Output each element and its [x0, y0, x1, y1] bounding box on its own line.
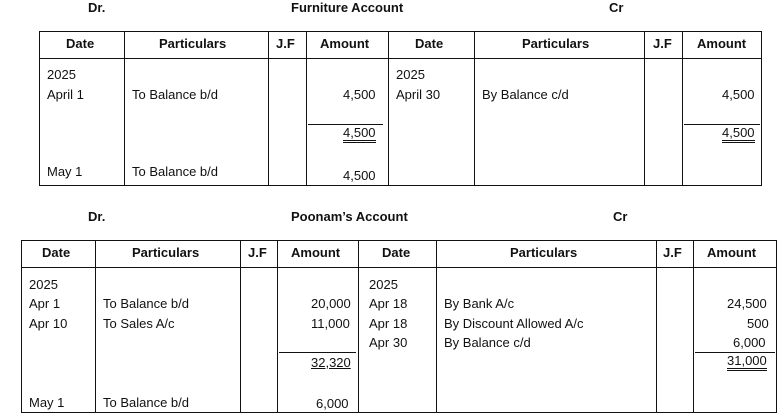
credit-particulars: By Bank A/c [444, 296, 515, 311]
header-amount: Amount [320, 36, 370, 51]
balance-bd-particulars: To Balance b/d [103, 395, 190, 410]
debit-amount: 11,000 [311, 316, 350, 331]
header-amount-credit: Amount [707, 245, 757, 260]
debit-date: Apr 1 [29, 296, 61, 311]
account-title: Poonam’s Account [291, 209, 408, 224]
debit-amount: 4,500 [343, 87, 376, 102]
balance-bd-date: May 1 [29, 395, 65, 410]
header-date-credit: Date [415, 36, 444, 51]
balance-bd-particulars: To Balance b/d [132, 164, 219, 179]
credit-amount: 6,000 [733, 335, 766, 350]
cr-label: Cr [613, 209, 628, 224]
dr-label: Dr. [88, 0, 106, 15]
header-date: Date [42, 245, 71, 260]
credit-particulars: By Balance c/d [482, 87, 569, 102]
total-rule [279, 352, 356, 353]
balance-bd-date: May 1 [47, 164, 83, 179]
credit-year: 2025 [369, 277, 398, 292]
credit-total: 31,000 [727, 354, 767, 371]
balance-bd-amount: 4,500 [343, 168, 376, 183]
credit-particulars: By Balance c/d [444, 335, 531, 350]
header-amount: Amount [291, 245, 341, 260]
debit-year: 2025 [29, 277, 58, 292]
credit-date: Apr 18 [369, 296, 408, 311]
credit-date: April 30 [396, 87, 441, 102]
header-jf-credit: J.F [663, 245, 682, 260]
account-title: Furniture Account [291, 0, 404, 15]
balance-bd-amount: 6,000 [316, 396, 349, 411]
debit-date: April 1 [47, 87, 84, 102]
header-date-credit: Date [382, 245, 411, 260]
dr-label: Dr. [88, 209, 106, 224]
credit-amount: 24,500 [727, 296, 767, 311]
credit-particulars: By Discount Allowed A/c [444, 316, 584, 331]
debit-amount: 20,000 [311, 296, 351, 311]
credit-date: Apr 30 [369, 335, 408, 350]
credit-amount: 500 [747, 316, 769, 331]
debit-particulars: To Balance b/d [132, 87, 219, 102]
header-particulars-credit: Particulars [522, 36, 590, 51]
header-date: Date [66, 36, 95, 51]
debit-total: 32,320 [311, 355, 351, 370]
cr-label: Cr [609, 0, 624, 15]
debit-date: Apr 10 [29, 316, 68, 331]
header-particulars: Particulars [132, 245, 200, 260]
credit-amount: 4,500 [722, 87, 755, 102]
header-jf-credit: J.F [653, 36, 672, 51]
credit-year: 2025 [396, 67, 425, 82]
debit-particulars: To Sales A/c [103, 316, 175, 331]
header-amount-credit: Amount [697, 36, 747, 51]
header-particulars-credit: Particulars [510, 245, 578, 260]
debit-year: 2025 [47, 67, 76, 82]
credit-date: Apr 18 [369, 316, 408, 331]
header-jf: J.F [276, 36, 295, 51]
debit-total: 4,500 [343, 126, 376, 143]
credit-total: 4,500 [722, 126, 755, 143]
header-jf: J.F [248, 245, 267, 260]
header-particulars: Particulars [159, 36, 227, 51]
debit-particulars: To Balance b/d [103, 296, 190, 311]
